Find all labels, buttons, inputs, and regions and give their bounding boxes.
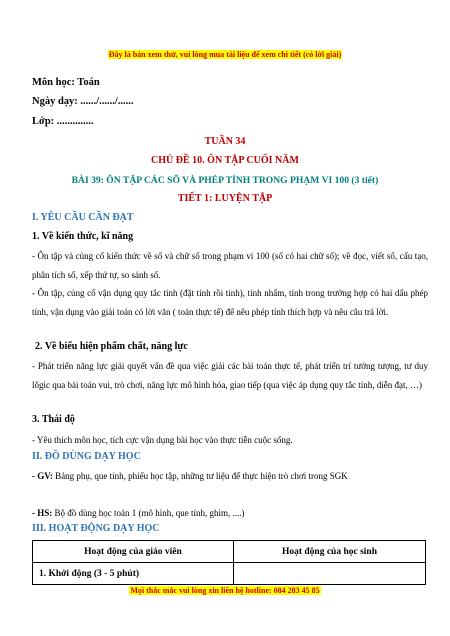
hotline-banner [0, 586, 450, 595]
teacher-materials [32, 467, 428, 486]
period-title: TIẾT 1: LUYỆN TẬP [177, 193, 273, 204]
student-label: - HS: [32, 508, 53, 518]
subject-line: Môn học: Toán [32, 77, 100, 88]
knowledge-skills-heading: 1. Về kiến thức, kĩ năng [32, 231, 134, 242]
preview-banner [0, 50, 450, 59]
table-row [33, 563, 426, 585]
empty-cell [233, 563, 425, 585]
section-materials-heading: II. ĐỒ DÙNG DẠY HỌC [32, 451, 141, 462]
teacher-activity-header: Hoạt động của giáo viên [33, 541, 234, 563]
table-header-row [33, 541, 426, 563]
warmup-cell: 1. Khởi động (3 - 5 phút) [33, 563, 234, 585]
student-materials-text: Bộ đồ dùng học toán 1 (mô hình, que tính, ghim, ....) [52, 508, 245, 518]
week-title: TUẦN 34 [204, 136, 246, 147]
student-materials [32, 504, 428, 523]
knowledge-paragraph-1: - Ôn tập và củng cố kiến thức về số và chữ số trong phạm vi 100 (số có hai chữ số); về đọc, viết số, cấu tạo, phân tích số, xếp thứ tự, so sánh số. [32, 251, 428, 280]
qualities-paragraph: - Phát triển năng lực giải quyết vấn đề qua việc giải các bài toán thực tế, phát triển trí tưởng tượng, tư duy lôgic qua bài toán vui, trò chơi, năng lực mô hình hóa, giao tiếp (qua việc áp dụng quy tắc tính, diễn đạt, …) [32, 361, 428, 390]
knowledge-paragraph-2: - Ôn tập, củng cố vận dụng quy tắc tính (đặt tính rồi tính), tính nhẩm, tính trong trường hợp có hai dấu phép tính, vận dụng vào giải toán có lời văn ( toán thực tế) để nêu phép tính thích hợp và nêu câu trả lời. [32, 288, 428, 317]
lesson-title: BÀI 39: ÔN TẬP CÁC SỐ VÀ PHÉP TÍNH TRONG PHẠM VI 100 (3 tiết) [71, 175, 379, 186]
class-line: Lớp: .............. [32, 116, 94, 127]
section-activities-heading: III. HOẠT ĐỘNG DẠY HỌC [32, 523, 160, 534]
preview-banner-text: Đây là bản xem thử, vui lòng mua tài liệu để xem chi tiết (có lời giải) [108, 50, 342, 59]
hotline-banner-text: Mọi thắc mắc vui lòng xin liên hệ hotline: 084 283 45 85 [130, 586, 320, 595]
section-objectives-heading: I. YÊU CẦU CẦN ĐẠT [32, 212, 134, 223]
attitude-heading: 3. Thái độ [32, 414, 75, 425]
qualities-heading: 2. Về biểu hiện phẩm chất, năng lực [35, 341, 188, 352]
topic-title: CHỦ ĐỀ 10. ÔN TẬP CUỐI NĂM [151, 155, 299, 166]
activities-table [32, 540, 426, 585]
attitude-paragraph: - Yêu thích môn học, tích cực vận dụng bài học vào thực tiễn cuộc sống. [32, 435, 293, 445]
teacher-materials-text: Bảng phụ, que tính, phiếu học tập, những tư liệu để thực hiện trò chơi trong SGK [52, 471, 348, 481]
student-activity-header: Hoạt động của học sinh [233, 541, 425, 563]
date-line: Ngày dạy: ....../....../...... [32, 96, 134, 107]
teacher-label: - GV: [32, 471, 53, 481]
